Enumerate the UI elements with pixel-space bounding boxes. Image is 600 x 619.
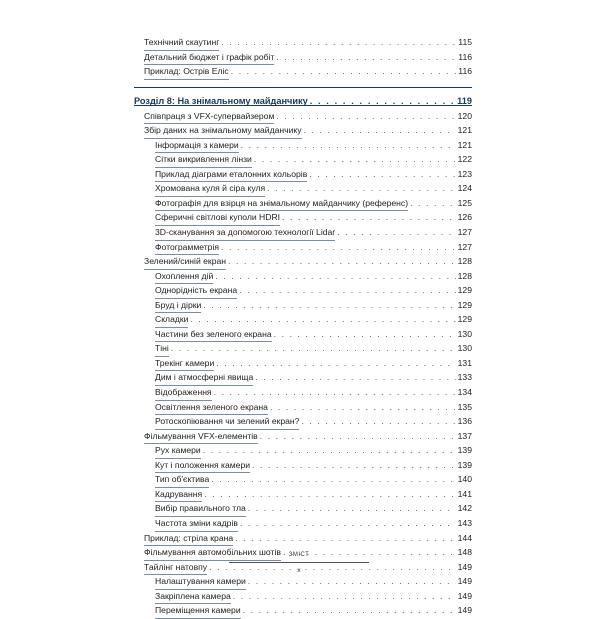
toc-entry-label: Приклад діаграми еталонних кольорів: [155, 167, 307, 183]
toc-entry[interactable]: [134, 109, 472, 124]
toc-entry[interactable]: [134, 123, 472, 138]
dot-leader: [171, 341, 456, 356]
footer-section-label: ЗМІСТ: [288, 552, 310, 558]
toc-entry-page-number: 149: [457, 590, 472, 601]
dot-leader: [260, 429, 456, 444]
dot-leader: [243, 603, 456, 618]
toc-entry-label: Ротоскопіювання чи зелений екран?: [155, 414, 299, 430]
toc-entry[interactable]: [134, 225, 472, 240]
toc-entry[interactable]: [134, 298, 472, 313]
toc-entry-page-number: 137: [457, 430, 472, 441]
toc-entry-page-number: 129: [457, 314, 472, 325]
toc-entry-label: Частота зміни кадрів: [155, 516, 238, 532]
toc-entry-label: Кут і положення камери: [155, 458, 250, 474]
toc-entry-page-number: 131: [457, 357, 472, 368]
toc-entry-label: Кадрування: [155, 487, 202, 503]
toc-entry-page-number: 143: [457, 517, 472, 528]
toc-entry-label: Бруд і дірки: [155, 298, 201, 314]
toc-entry[interactable]: [134, 138, 472, 153]
toc-entry[interactable]: [134, 443, 472, 458]
toc-entry-page-number: 123: [457, 168, 472, 179]
toc-entry[interactable]: [134, 240, 472, 255]
toc-entry-page-number: 140: [457, 474, 472, 485]
toc-entry[interactable]: [134, 327, 472, 342]
toc-entry-page-number: 115: [458, 37, 472, 47]
footer-page-number: x: [297, 567, 301, 574]
toc-entry[interactable]: [134, 501, 472, 516]
toc-entry-page-number: 124: [457, 183, 472, 194]
dot-leader: [211, 472, 455, 487]
toc-entry[interactable]: [134, 414, 472, 429]
chapter-heading[interactable]: [134, 93, 472, 109]
toc-entry[interactable]: [134, 487, 472, 502]
toc-entry[interactable]: [134, 472, 472, 487]
toc-entry-label: Фільмування автомобільних шотів: [144, 545, 281, 561]
toc-entry[interactable]: [134, 269, 472, 284]
toc-entry-label: Освітлення зеленого екрана: [155, 400, 268, 416]
toc-entry[interactable]: [134, 210, 472, 225]
dot-leader: [235, 531, 456, 546]
toc-entry[interactable]: [134, 283, 472, 298]
toc-entry-label: Збір даних на знімальному майданчику: [144, 123, 302, 139]
toc-entry-page-number: 133: [457, 372, 472, 383]
toc-entry[interactable]: [134, 254, 472, 269]
dot-leader: [203, 298, 455, 313]
toc-entry[interactable]: [134, 531, 472, 546]
toc-entry-page-number: 116: [458, 66, 472, 77]
toc-entry-label: Приклад: стріла крана: [144, 531, 233, 547]
toc-entry-label: Частини без зеленого екрана: [155, 327, 272, 343]
toc-entry-page-number: 130: [457, 328, 472, 339]
dot-leader: [310, 93, 455, 109]
toc-entry[interactable]: [134, 516, 472, 531]
toc-entry-label: Трекінг камери: [155, 356, 214, 372]
dot-leader: [276, 109, 455, 124]
dot-leader: [203, 443, 456, 458]
dot-leader: [254, 152, 456, 167]
toc-entry[interactable]: [134, 370, 472, 385]
toc-entry-label: Закріплена камера: [155, 589, 231, 605]
chapter-page-number: 119: [457, 95, 472, 106]
toc-entry[interactable]: [134, 152, 472, 167]
dot-leader: [241, 138, 456, 153]
toc-entry-label: Вибір правильного тла: [155, 501, 246, 517]
toc-entry[interactable]: [134, 64, 472, 79]
toc-entry-label: Налаштування камери: [155, 574, 246, 590]
toc-entry-label: Сітки викривлення лінзи: [155, 152, 252, 168]
toc-entry[interactable]: [134, 385, 472, 400]
dot-leader: [221, 240, 456, 255]
dot-leader: [248, 574, 456, 589]
toc-entry[interactable]: [134, 603, 472, 618]
dot-leader: [216, 356, 455, 371]
toc-entry-page-number: 149: [457, 605, 472, 616]
toc-entry-page-number: 139: [457, 459, 472, 470]
toc-entry-label: Відображення: [155, 385, 212, 401]
previous-chapter-entries: [134, 35, 472, 79]
chapter-rule-bottom: [134, 105, 472, 106]
toc-entry-label: Детальний бюджет і графік робіт: [144, 50, 274, 66]
toc-entry-page-number: 126: [457, 212, 472, 223]
toc-entry[interactable]: [134, 589, 472, 604]
toc-entry-page-number: 136: [457, 416, 472, 427]
dot-leader: [214, 385, 456, 400]
toc-entry-label: Тип об'єктива: [155, 472, 209, 488]
dot-leader: [337, 225, 455, 240]
dot-leader: [228, 254, 456, 269]
dot-leader: [252, 458, 456, 473]
dot-leader: [309, 167, 455, 182]
toc-entry[interactable]: [134, 356, 472, 371]
dot-leader: [190, 312, 455, 327]
dot-leader: [267, 181, 456, 196]
toc-entry[interactable]: [134, 35, 472, 50]
dot-leader: [233, 589, 456, 604]
toc-entry-label: Однорідність екрана: [155, 283, 237, 299]
toc-entry[interactable]: [134, 574, 472, 589]
toc-entry-page-number: 116: [458, 51, 472, 62]
toc-entry-label: Співпраця з VFX-супервайзером: [144, 109, 274, 125]
toc-entry-page-number: 127: [457, 241, 472, 252]
toc-entry[interactable]: [134, 458, 472, 473]
chapter-entries: [134, 109, 472, 618]
spacer: [134, 79, 472, 93]
dot-leader: [410, 196, 456, 211]
dot-leader: [301, 414, 455, 429]
toc-entry-page-number: 130: [457, 343, 472, 354]
toc-entry-page-number: 141: [457, 488, 472, 499]
toc-entry-label: Приклад: Острів Еліс: [144, 64, 229, 80]
dot-leader: [240, 516, 456, 531]
toc-entry[interactable]: [134, 196, 472, 211]
toc-entry-page-number: 129: [457, 299, 472, 310]
toc-entry-page-number: 127: [457, 227, 472, 238]
toc-entry-label: Фотограмметрія: [155, 240, 219, 256]
dot-leader: [231, 64, 457, 79]
toc-entry-label: Зелений/синій екран: [144, 254, 226, 270]
toc-entry-page-number: 148: [457, 547, 472, 558]
dot-leader: [239, 283, 456, 298]
toc-entry-page-number: 149: [457, 561, 472, 572]
toc-entry-label: Рух камери: [155, 443, 201, 459]
toc-entry-label: 3D-сканування за допомогою технології Lidar: [155, 225, 335, 241]
dot-leader: [282, 210, 456, 225]
toc-entry[interactable]: [134, 341, 472, 356]
toc-entry-page-number: 120: [457, 110, 472, 121]
toc-entry-label: Тіні: [155, 341, 169, 357]
toc-entry[interactable]: [134, 50, 472, 65]
table-of-contents: [134, 35, 472, 618]
chapter-rule-top: [134, 87, 472, 88]
dot-leader: [274, 327, 456, 342]
toc-entry-page-number: 121: [457, 125, 472, 136]
toc-entry-page-number: 122: [457, 154, 472, 165]
toc-entry-page-number: 144: [457, 532, 472, 543]
toc-entry-page-number: 135: [457, 401, 472, 412]
toc-entry-page-number: 134: [457, 387, 472, 398]
toc-entry-label: Інформація з камери: [155, 138, 239, 154]
dot-leader: [215, 269, 455, 284]
dot-leader: [248, 501, 456, 516]
toc-entry-page-number: 128: [457, 270, 472, 281]
toc-entry-page-number: 125: [457, 197, 472, 208]
footer-rule: [229, 562, 369, 563]
toc-entry-label: Складки: [155, 312, 188, 328]
toc-entry-page-number: 128: [457, 256, 472, 267]
toc-entry[interactable]: [134, 312, 472, 327]
dot-leader: [255, 370, 455, 385]
toc-entry-label: Переміщення камери: [155, 603, 241, 619]
toc-entry-label: Фільмування VFX-елементів: [144, 429, 258, 445]
toc-entry[interactable]: [134, 181, 472, 196]
dot-leader: [204, 487, 455, 502]
dot-leader: [221, 35, 456, 50]
toc-entry[interactable]: [134, 429, 472, 444]
toc-entry-page-number: 121: [457, 139, 472, 150]
toc-entry[interactable]: [134, 167, 472, 182]
toc-entry-label: Фотографія для взірця на знімальному майданчику (референс): [155, 196, 408, 212]
dot-leader: [270, 400, 456, 415]
toc-entry-label: Охоплення дій: [155, 269, 213, 285]
toc-entry-page-number: 139: [457, 445, 472, 456]
toc-entry-page-number: 142: [457, 503, 472, 514]
dot-leader: [304, 123, 456, 138]
toc-entry-label: Тайлінг натовпу: [144, 560, 207, 576]
toc-entry[interactable]: [134, 400, 472, 415]
dot-leader: [276, 50, 456, 65]
toc-entry-page-number: 129: [457, 285, 472, 296]
toc-entry-label: Сферичні світлові куполи HDRI: [155, 210, 280, 226]
chapter-title: Розділ 8: На знімальному майданчику: [134, 95, 308, 106]
toc-entry-label: Дим і атмосферні явища: [155, 370, 253, 386]
toc-entry-page-number: 149: [457, 576, 472, 587]
toc-entry-label: Технічний скаутинг: [144, 35, 219, 51]
toc-entry-label: Хромована куля й сіра куля: [155, 181, 265, 197]
